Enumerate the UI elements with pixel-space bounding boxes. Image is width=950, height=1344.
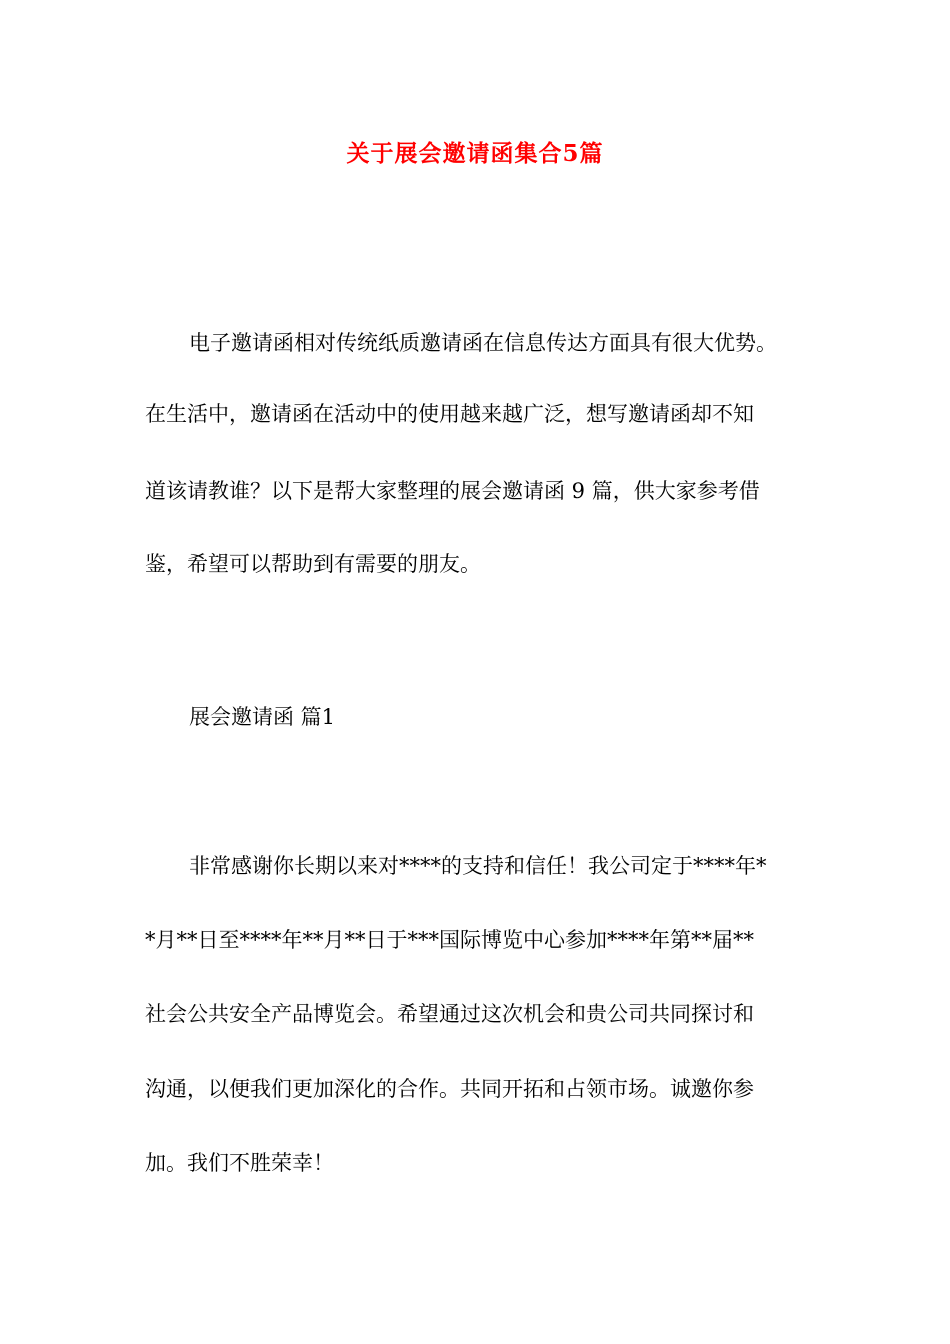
document-title: 关于展会邀请函集合5篇 — [346, 140, 604, 167]
body-line-5: 加。我们不胜荣幸！ — [145, 1151, 334, 1175]
body-line-2: *月**日至****年**月**日于***国际博览中心参加****年第**届** — [145, 928, 754, 952]
intro-line-4: 鉴，希望可以帮助到有需要的朋友。 — [145, 552, 481, 576]
section-heading: 展会邀请函 篇1 — [189, 705, 336, 729]
body-line-1: 非常感谢你长期以来对****的支持和信任！我公司定于****年* — [189, 854, 767, 878]
body-line-4: 沟通，以便我们更加深化的合作。共同开拓和占领市场。诚邀你参 — [145, 1077, 754, 1101]
body-line-3: 社会公共安全产品博览会。希望通过这次机会和贵公司共同探讨和 — [145, 1002, 754, 1026]
intro-line-2: 在生活中，邀请函在活动中的使用越来越广泛，想写邀请函却不知 — [145, 402, 754, 426]
intro-line-3: 道该请教谁？以下是帮大家整理的展会邀请函 9 篇，供大家参考借 — [145, 479, 760, 503]
intro-line-1: 电子邀请函相对传统纸质邀请函在信息传达方面具有很大优势。 — [189, 331, 777, 355]
